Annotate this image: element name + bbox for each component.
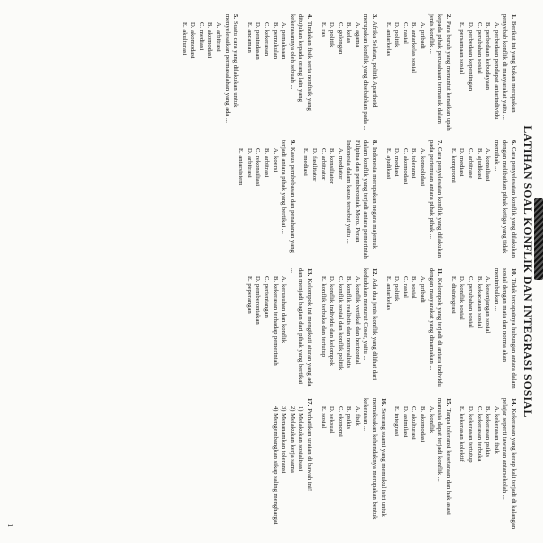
question-number: 11.: [436, 268, 444, 276]
answer-option: D. politik: [393, 22, 401, 48]
answer-option: C. kekerasan terbuka: [475, 406, 483, 462]
answer-option: E. ancaman: [245, 22, 253, 53]
answer-option: E. kompromi: [449, 148, 457, 183]
answer-option: C. arbitrator: [319, 148, 327, 181]
question: [457, 398, 517, 530]
answer-option: A. pemaksaan: [280, 22, 288, 60]
answer-option: D. konflik sosial: [458, 276, 466, 320]
answer-option: C. perubahan sosial: [467, 276, 475, 328]
answer-option: C. pertentangan: [262, 276, 270, 318]
question-text: Kelompok ini mengikuti aturan yang ada dan menjadi bagian dari pihak yang bertikai ...: [288, 268, 313, 387]
answer-option: A. konsolidasi: [419, 148, 427, 187]
answer-option: E. disintegrasi: [449, 276, 457, 314]
question-text: Para buruh yang menuntut kenaikan upah kepada pihak perusahaan termasuk dalam jenis konflik ...: [427, 14, 452, 131]
question-number: 4.: [305, 14, 313, 19]
answer-option: 3) Menanamkan toleransi: [280, 406, 288, 474]
answer-option: D. konflik individu dan kelompok: [328, 276, 336, 366]
answer-option: 2) Melakukan kerja sama: [288, 406, 296, 473]
question-number: 8.: [371, 140, 379, 145]
question-text: Kekerasan yang kerap kali terjadi di kalangan pelajar seperti tawuran antarsekolah ...: [501, 398, 517, 530]
question-number: 2.: [444, 14, 452, 19]
answer-option: B. konflik realistis dan nonrealistis: [345, 276, 353, 369]
answer-option: D. politik: [328, 22, 336, 48]
answer-option: D. politik: [393, 276, 401, 302]
answer-option: E. antarsistem: [237, 148, 245, 186]
question-text: Perhatikan uraian di bawah ini!: [305, 408, 313, 492]
answer-option: B. sosial: [410, 276, 418, 299]
question: [318, 268, 378, 390]
answer-option: B. toleransi: [410, 148, 418, 179]
question: [301, 140, 378, 260]
question: [318, 14, 378, 132]
answer-option: B. kelas: [345, 22, 353, 44]
answer-option: C. kekerasan: [262, 22, 270, 57]
answer-option: E. sosial: [319, 406, 327, 429]
answer-option: E. akulturasi: [180, 22, 188, 56]
page-number: 1: [6, 523, 14, 527]
question-text: Suatu cara yang dilakukan untuk menyelesaikan permasalahan yang ada ...: [223, 14, 240, 123]
answer-option: E. antarkelas: [384, 276, 392, 311]
question-number: 6.: [510, 140, 517, 145]
question: [236, 140, 296, 260]
answer-option: A. kerusuhan dan konflik: [280, 276, 288, 344]
answer-option: C. konflik sosial dan konflik politik: [336, 276, 344, 371]
answer-option: A. fisik: [353, 406, 361, 426]
answer-option: B. antarkelas sosial: [410, 22, 418, 74]
question: [448, 268, 517, 390]
question: [383, 14, 452, 132]
answer-option: B. akomodasi: [206, 22, 214, 59]
answer-option: C. akulturasi: [410, 406, 418, 440]
answer-option: E. antarkelas: [384, 22, 392, 57]
answer-option: C. perubahan sosial: [475, 22, 483, 74]
answer-option: D. mediasi: [458, 148, 466, 177]
answer-option: 4) Mengembangkan sikap saling menghargai: [271, 406, 279, 525]
answer-option: A. pribadi: [419, 276, 427, 303]
answer-option: B. pemukulan: [271, 22, 279, 59]
question-number: 10.: [510, 268, 517, 277]
question-number: 14.: [510, 398, 517, 407]
answer-option: C. akomodasi: [401, 148, 409, 185]
answer-option: B. akomodasi: [419, 406, 427, 443]
answer-option: A. konflik: [427, 406, 435, 434]
question-text: Kelompok yang terjadi di antara individu dengan masyarakat yang dinamakan ...: [427, 268, 444, 387]
answer-option: B. kekerasan psikis: [484, 406, 492, 458]
question-text: Ada dua jenis konflik yang dilihat dari kedudukan menurut Coser, yaitu ...: [362, 268, 379, 381]
question: [179, 14, 239, 132]
question-number: 13.: [305, 268, 313, 277]
answer-option: E. mediasi: [302, 148, 310, 176]
question: [244, 268, 313, 390]
question-text: Cara penyelesaian konflik yang dilakukan dengan melibatkan pihak ketiga yang tidak memihak ...: [492, 140, 517, 258]
column-1: [17, 14, 517, 132]
answer-option: C. rasial: [401, 22, 409, 44]
answer-option: A. kesenjangan sosial: [484, 276, 492, 334]
question: [318, 398, 387, 530]
answer-option: C. ekonomi: [336, 406, 344, 437]
question-number: 5.: [232, 14, 240, 19]
question-number: 12.: [371, 268, 379, 277]
answer-option: B. psikis: [345, 406, 353, 430]
answer-option: E. konflik terbuka dan tertutup: [319, 276, 327, 358]
question-number: 16.: [379, 398, 387, 407]
column-3: [17, 268, 517, 390]
answer-option: E. kekerasan kolektif: [458, 406, 466, 462]
question-number: 17.: [305, 398, 313, 407]
answer-option: E. ajudikasi: [384, 148, 392, 180]
question: [392, 398, 452, 530]
question: [448, 140, 517, 260]
question-number: 3.: [371, 14, 379, 19]
answer-option: A. konsiliasi: [484, 148, 492, 182]
answer-option: A. pribadi: [419, 22, 427, 49]
redacted-scribble: [534, 198, 543, 280]
answer-option: A. kekerasan fisik: [492, 406, 500, 454]
question-text: Berikut ini yang bukan merupakan penyebab konflik di masyarakat yaitu ...: [501, 14, 517, 120]
answer-option: E. peperangan: [245, 276, 253, 314]
answer-option: C. arbitrase: [467, 148, 475, 179]
question-number: 9.: [288, 140, 296, 145]
answer-option: 1) Melakukan sosialisasi: [297, 406, 305, 472]
column-2: [17, 140, 517, 260]
answer-option: D. fasilitator: [310, 148, 318, 182]
answer-option: B. kekacauan sosial: [475, 276, 483, 329]
answer-option: D. pemberontakan: [254, 276, 262, 325]
answer-option: B. perbedaan kebudayaan: [484, 22, 492, 90]
answer-option: B. arbitrasi: [262, 148, 270, 178]
answer-option: D. arbitrasi: [245, 148, 253, 178]
answer-option: C. rekonsiliasi: [254, 148, 262, 187]
answer-option: D. asimilasi: [401, 406, 409, 438]
question-number: 7.: [436, 140, 444, 145]
answer-option: D. perbedaan kepentingan: [467, 22, 475, 92]
question-text: Cara penyelesaian konflik yang dilakukan pada pertemuan antara pihak pihak ...: [427, 140, 444, 258]
answer-option: A. mediator: [336, 148, 344, 180]
question-text: Afrika Selatan, politik Apartheid merupakan konflik yang disebabkan pada ...: [362, 14, 379, 131]
answer-option: D. mediasi: [393, 148, 401, 177]
question-text: Kasus pembebasan dan penahanan yang terjadi antara pihak yang bertikai ...: [280, 140, 296, 253]
question: [457, 14, 517, 132]
worksheet-title: LATIHAN SOAL KONFLIK DAN INTEGRASI SOSIAL: [521, 125, 533, 418]
question: [383, 140, 443, 260]
answer-option: A. agama: [353, 22, 361, 48]
answer-option: B. konsiliator: [328, 148, 336, 184]
question-text: Tindakan fisik serta nonfisik yang ditujukan kepada orang lain yang kekerasannya oleh sebuah ...: [288, 14, 313, 111]
question-text: Indonesia merupakan negara majemuk dalam konflik yang terjadi antara pemerintah Filipina dan pemberontak Moro. Peran Indonesia dalam kasus tersebut yaitu ...: [345, 140, 379, 259]
answer-option: D. seksual: [328, 406, 336, 434]
question: [270, 398, 313, 530]
answer-option: C. rasial: [401, 276, 409, 298]
answer-option: A. perbedaan pendapat antarindividu: [492, 22, 500, 120]
answer-option: D. penindasan: [254, 22, 262, 60]
answer-option: E. ras: [319, 22, 327, 38]
answer-option: A. konflik vertikal dan horizontal: [353, 276, 361, 365]
question-number: 1.: [510, 14, 517, 19]
answer-option: B. kekerasan terhadap pemerintah: [271, 276, 279, 366]
question-text: Tanpa toleransi kesetaraan dan hak asasi manusia dapat terjadi konflik ...: [436, 398, 452, 515]
answer-option: A. arbitrasi: [215, 22, 222, 52]
answer-option: B. ajudikasi: [475, 148, 483, 180]
column-4: [17, 398, 517, 530]
question: [383, 268, 443, 390]
question-number: 15.: [444, 398, 452, 407]
answer-option: C. golongan: [336, 22, 344, 55]
answer-option: D. akomodasi: [189, 22, 197, 59]
answer-option: A. koersi: [271, 148, 279, 173]
answer-option: D. kekerasan tertutup: [467, 406, 475, 463]
answer-option: E. integrasi: [393, 406, 401, 437]
question: [244, 14, 313, 132]
answer-option: C. mediasi: [197, 22, 205, 51]
question-text: Seorang suami yang memukul istri untuk memaksakan kehendaknya merupakan bentuk kekerasan ...: [362, 398, 387, 520]
answer-option: E. persamaan sosial: [458, 22, 466, 75]
question-text: Tidak tercapainya hubungan antara dalam sosial dengan mata dan norma akan menimbulkan ...: [492, 268, 517, 389]
